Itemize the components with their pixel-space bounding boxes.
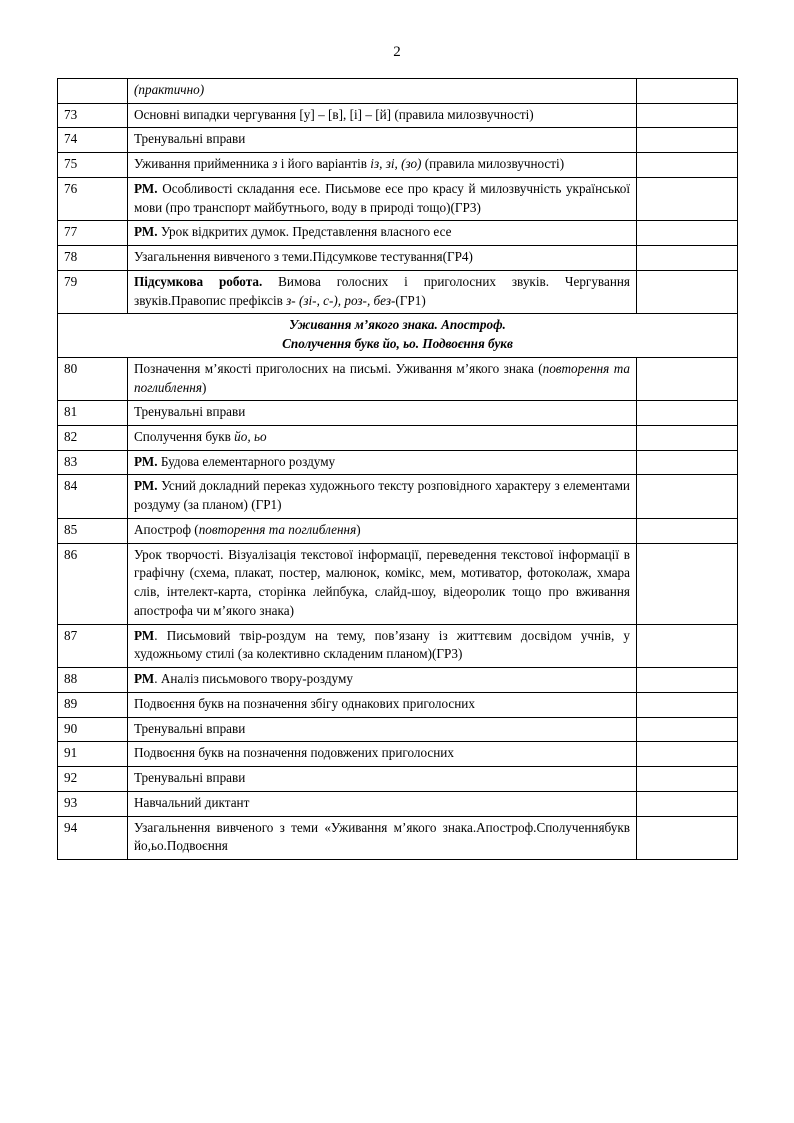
lesson-content-cell [128,153,637,178]
table-row [58,153,738,178]
content-text-segment: Усний докладний переказ художнього тексту розповідного характеру з елементами роздуму (за планом) (ГР1) [134,478,630,513]
table-row [58,177,738,220]
content-text-segment: Узагальнення вивченого з теми.Підсумкове тестування(ГР4) [134,249,473,265]
content-bold-segment: РМ. [134,224,158,240]
lesson-note-cell [637,816,738,859]
lesson-note-cell [637,128,738,153]
lesson-plan-table [57,78,738,860]
lesson-note-cell [637,518,738,543]
lesson-content-cell [128,221,637,246]
content-bold-segment: РМ. [134,180,158,196]
table-row [58,717,738,742]
lesson-note-cell [637,668,738,693]
lesson-content-cell [128,128,637,153]
content-bold-segment: РМ [134,671,155,687]
table-row [58,270,738,313]
page-number: 2 [393,44,401,60]
content-italic-segment: з- (зі-, с-), роз-, без- [286,292,396,308]
content-text-segment: . Письмовий твір-роздум на тему, пов’язану із життєвим досвідом учнів, у художньому стилі (за колективно складеним планом)(ГР3) [134,627,630,662]
table-row [58,767,738,792]
content-italic-segment: із, зі, (зо) [370,156,422,172]
lesson-number-cell: 79 [58,270,128,313]
lesson-content-cell [128,717,637,742]
lesson-note-cell [637,475,738,518]
content-italic-segment: йо, ьо [234,429,267,445]
content-text-segment: Тренувальні вправи [134,720,246,736]
lesson-number-cell: 77 [58,221,128,246]
lesson-number-cell: 92 [58,767,128,792]
content-italic-segment: повторення та поглиблення [198,521,357,537]
lesson-number-cell [58,79,128,104]
table-row [58,426,738,451]
table-row [58,103,738,128]
lesson-number-cell: 75 [58,153,128,178]
lesson-note-cell [637,426,738,451]
table-row [58,518,738,543]
lesson-number-cell: 85 [58,518,128,543]
content-text-segment: Основні випадки чергування [у] – [в], [і] – [й] (правила милозвучності) [134,106,534,122]
content-text-segment: Подвоєння букв на позначення подовжених приголосних [134,745,454,761]
lesson-note-cell [637,624,738,667]
lesson-number-cell: 73 [58,103,128,128]
lesson-content-cell [128,79,637,104]
lesson-note-cell [637,357,738,400]
content-italic-segment: повторення та поглиблення [134,360,630,395]
content-text-segment: Сполучення букв [134,429,235,445]
lesson-note-cell [637,246,738,271]
content-text-segment: Тренувальні вправи [134,404,246,420]
lesson-content-cell [128,767,637,792]
table-row [58,543,738,624]
content-text-segment: Урок відкритих думок. Представлення власного есе [157,224,452,240]
lesson-number-cell: 86 [58,543,128,624]
content-text-segment: ) [356,521,361,537]
lesson-note-cell [637,543,738,624]
content-italic-segment: з [272,156,278,172]
lesson-content-cell [128,270,637,313]
lesson-content-cell [128,103,637,128]
lesson-note-cell [637,177,738,220]
table-row [58,128,738,153]
lesson-content-cell [128,692,637,717]
lesson-content-cell [128,742,637,767]
lesson-plan-table-wrapper [57,60,737,860]
content-text-segment: Апостроф ( [134,521,199,537]
content-italic-segment: (практично) [134,82,205,97]
lesson-note-cell [637,767,738,792]
content-text-segment: Тренувальні вправи [134,131,246,147]
table-row [58,246,738,271]
content-bold-segment: РМ. [134,453,158,469]
content-text-segment: Будова елементарного роздуму [157,453,336,469]
content-bold-segment: Підсумкова робота. [134,273,263,289]
table-row [58,742,738,767]
lesson-note-cell [637,692,738,717]
lesson-note-cell [637,221,738,246]
content-text-segment: Тренувальні вправи [134,770,246,786]
table-row [58,475,738,518]
lesson-note-cell [637,717,738,742]
lesson-number-cell: 87 [58,624,128,667]
content-text-segment: (правила милозвучності) [421,156,565,172]
content-text-segment: Уживання прийменника [134,156,273,172]
table-row [58,692,738,717]
lesson-note-cell [637,450,738,475]
content-text-segment: Навчальний диктант [134,794,250,810]
lesson-number-cell: 91 [58,742,128,767]
lesson-number-cell: 81 [58,401,128,426]
lesson-number-cell: 93 [58,791,128,816]
content-bold-segment: РМ [134,627,155,643]
lesson-number-cell: 94 [58,816,128,859]
content-text-segment: Позначення м’якості приголосних на письмі. Уживання м’якого знака ( [134,360,543,376]
lesson-number-cell: 83 [58,450,128,475]
lesson-note-cell [637,79,738,104]
table-row [58,401,738,426]
lesson-content-cell [128,816,637,859]
lesson-note-cell [637,791,738,816]
lesson-note-cell [637,401,738,426]
lesson-content-cell [128,246,637,271]
table-row [58,624,738,667]
section-heading-cell [58,314,738,357]
lesson-note-cell [637,270,738,313]
lesson-content-cell [128,177,637,220]
table-row [58,450,738,475]
lesson-number-cell: 88 [58,668,128,693]
table-row [58,357,738,400]
content-text-segment: Особливості складання есе. Письмове есе про красу й милозвучність української мови (про транспорт майбутнього, воду в природі тощо)(ГР3) [134,180,630,215]
lesson-content-cell [128,450,637,475]
lesson-content-cell [128,624,637,667]
content-text-segment: (ГР1) [395,292,426,308]
content-text-segment: Подвоєння букв на позначення збігу однакових приголосних [134,695,475,711]
table-row [58,314,738,357]
content-text-segment: і його варіантів [277,156,371,172]
content-bold-segment: РМ. [134,478,158,494]
table-row [58,221,738,246]
table-row [58,668,738,693]
lesson-plan-table-body [58,79,738,860]
lesson-number-cell: 80 [58,357,128,400]
lesson-note-cell [637,103,738,128]
lesson-content-cell [128,668,637,693]
table-row [58,816,738,859]
content-text-segment: Урок творчості. Візуалізація текстової інформації, переведення текстової інформації в графічну (схема, плакат, постер, малюнок, комікс, мем, мотиватор, фотоколаж, хмара слів, інтелект-карта, сторінка лейпбука, слайд-шоу, відеоролик тощо про вживання апострофа чи м’якого знака) [134,546,630,618]
lesson-content-cell [128,426,637,451]
lesson-content-cell [128,791,637,816]
content-text-segment: . Аналіз письмового твору-роздуму [154,671,353,687]
lesson-number-cell: 76 [58,177,128,220]
table-row [58,79,738,104]
lesson-note-cell [637,742,738,767]
lesson-content-cell [128,475,637,518]
lesson-content-cell [128,518,637,543]
content-text-segment: Узагальнення вивченого з теми «Уживання м’якого знака.Апостроф.Сполученнябукв йо,ьо.Подвоєння [134,819,630,854]
section-heading-line: Уживання м’якого знака. Апостроф. [289,317,506,333]
content-text-segment: Вимова голосних і приголосних звуків. Чергування звуків.Правопис префіксів [134,273,630,308]
lesson-number-cell: 78 [58,246,128,271]
table-row [58,791,738,816]
lesson-content-cell [128,401,637,426]
lesson-number-cell: 89 [58,692,128,717]
lesson-content-cell [128,357,637,400]
lesson-note-cell [637,153,738,178]
lesson-number-cell: 74 [58,128,128,153]
content-text-segment: ) [201,379,207,395]
section-heading-line: Сполучення букв йо, ьо. Подвоєння букв [282,336,513,352]
lesson-content-cell [128,543,637,624]
lesson-number-cell: 90 [58,717,128,742]
lesson-number-cell: 82 [58,426,128,451]
lesson-number-cell: 84 [58,475,128,518]
